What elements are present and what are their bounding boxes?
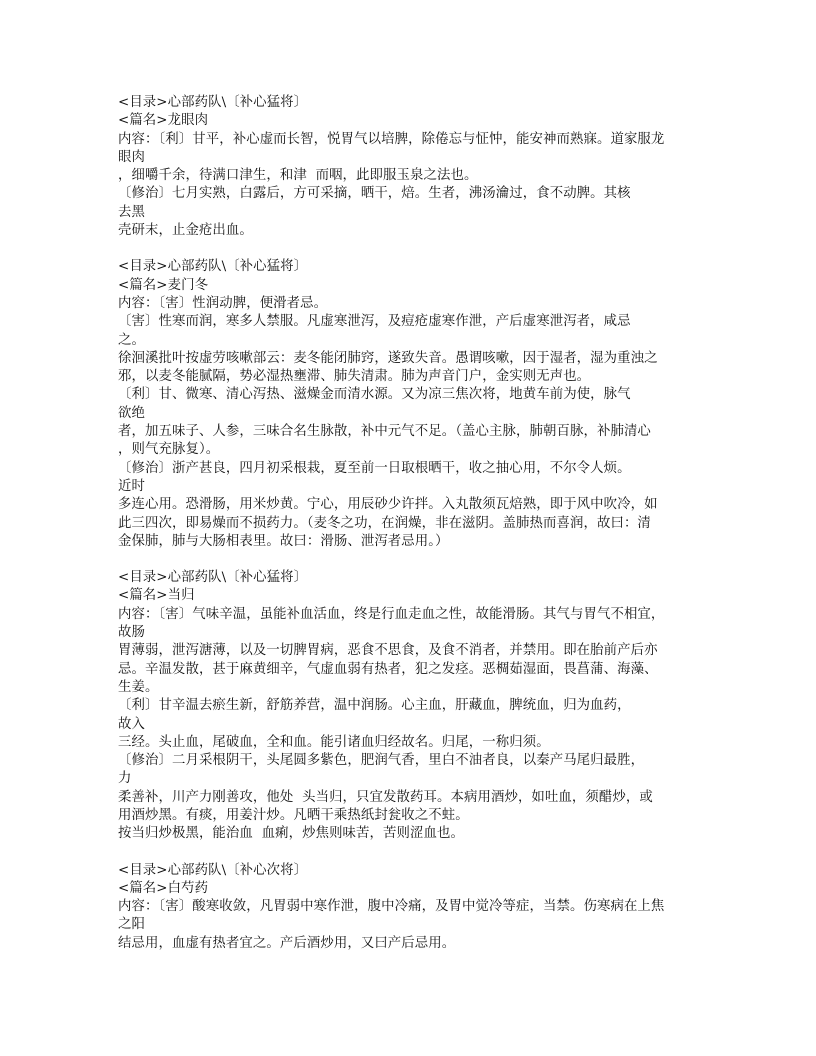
content-line: 生姜。 xyxy=(118,679,159,695)
content-line: 之。 xyxy=(118,332,145,348)
content-line: 欲绝 xyxy=(118,405,145,421)
content-line: 故入 xyxy=(118,716,145,732)
entry-title: <篇名>当归 xyxy=(118,588,195,604)
content-line: ，则气充脉复）。 xyxy=(118,442,220,458)
content-line: 金保肺，肺与大肠相表里。故曰：滑肠、泄泻者忌用。） xyxy=(118,533,449,549)
content-line: 内容：〔害〕酸寒收敛，凡胃弱中寒作泄，腹中冷痛，及胃中觉冷等症，当禁。伤寒病在上焦 xyxy=(118,899,665,915)
catalog-line: <目录>心部药队\〔补心猛将〕 xyxy=(118,259,308,275)
content-line: 胃薄弱，泄泻溏薄，以及一切脾胃病，恶食不思食，及食不消者，并禁用。即在胎前产后亦 xyxy=(118,643,658,659)
content-line: 力 xyxy=(118,771,132,787)
entry-danggui xyxy=(118,569,718,843)
content-line: 之阳 xyxy=(118,917,145,933)
content-line: 用酒炒黑。有痰，用姜汁炒。凡晒干乘热纸封瓮收之不蛀。 xyxy=(118,807,469,823)
content-line: 徐洄溪批叶按虚劳咳嗽部云：麦冬能闭肺窍，遂致失音。愚谓咳嗽，因于湿者，湿为重浊之 xyxy=(118,350,658,366)
entry-baishaoyao xyxy=(118,862,718,953)
catalog-line: <目录>心部药队\〔补心猛将〕 xyxy=(118,570,308,586)
content-line: 邪，以麦冬能腻隔，势必湿热壅滞、肺失清肃。肺为声音门户，金实则无声也。 xyxy=(118,369,591,385)
content-line: 柔善补，川产力刚善攻，他处 头当归，只宜发散药耳。本病用酒炒，如吐血，须醋炒，或 xyxy=(118,789,653,805)
content-line: 〔修治〕二月采根阴干，头尾圆多紫色，肥润气香，里白不油者良，以秦产马尾归最胜， xyxy=(118,753,645,769)
content-line: 〔修治〕七月实熟，白露后，方可采摘，晒干，焙。生者，沸汤瀹过，食不动脾。其核 xyxy=(118,186,631,202)
entry-maimendong xyxy=(118,258,718,551)
entry-title: <篇名>龙眼肉 xyxy=(118,113,209,129)
catalog-line: <目录>心部药队\〔补心猛将〕 xyxy=(118,95,308,110)
entry-longyanrou xyxy=(118,94,718,240)
content-line: 结忌用，血虚有热者宜之。产后酒炒用，又曰产后忌用。 xyxy=(118,935,456,951)
content-line: 多连心用。恐滑肠，用米炒黄。宁心，用辰砂少许拌。入丸散须瓦焙熟，即于风中吹冷，如 xyxy=(118,497,658,513)
entry-title: <篇名>麦门冬 xyxy=(118,277,209,293)
content-line: 〔修治〕浙产甚良，四月初采根栽，夏至前一日取根晒干，收之抽心用，不尔令人烦。 xyxy=(118,460,631,476)
content-line: 者，加五味子、人参，三味合名生脉散，补中元气不足。（盖心主脉，肺朝百脉，补肺清心 xyxy=(118,424,651,440)
content-line: 内容：〔利〕甘平，补心虚而长智，悦胃气以培脾，除倦忘与怔忡，能安神而熟寐。道家服龙 xyxy=(118,131,665,147)
catalog-line: <目录>心部药队\〔补心次将〕 xyxy=(118,862,308,878)
document-page xyxy=(118,94,718,971)
content-line: ，细嚼千余，待满口津生，和津 而咽，此即服玉泉之法也。 xyxy=(118,168,478,184)
content-line: 三经。头止血，尾破血，全和血。能引诸血归经故名。归尾，一称归须。 xyxy=(118,734,550,750)
content-line: 忌。辛温发散，甚于麻黄细辛，气虚血弱有热者，犯之发痉。恶椆茹湿面，畏菖蒲、海藻、 xyxy=(118,661,658,677)
content-line: 〔害〕性寒而润，寒多人禁服。凡虚寒泄泻，及痘疮虚寒作泄，产后虚寒泄泻者，咸忌 xyxy=(118,314,631,330)
content-line: 故肠 xyxy=(118,625,145,641)
content-line: 〔利〕甘、微寒、清心泻热、滋燥金而清水源。又为凉三焦次将，地黄车前为使，脉气 xyxy=(118,387,631,403)
content-line: 壳研末，止金疮出血。 xyxy=(118,223,253,239)
content-line: 此三四次，即易燥而不损药力。（麦冬之功，在润燥，非在滋阴。盖肺热而喜润，故曰：清 xyxy=(118,515,651,531)
content-line: 内容：〔害〕性润动脾，便滑者忌。 xyxy=(118,295,328,311)
content-line: 内容：〔害〕气味辛温，虽能补血活血，终是行血走血之性，故能滑肠。其气与胃气不相宜， xyxy=(118,606,665,622)
content-line: 眼肉 xyxy=(118,149,145,165)
content-line: 去黑 xyxy=(118,204,145,220)
content-line: 〔利〕甘辛温去瘀生新，舒筋养营，温中润肠。心主血，肝藏血，脾统血，归为血药， xyxy=(118,698,631,714)
content-line: 按当归炒极黑，能治血 血痢，炒焦则味苦，苦则涩血也。 xyxy=(118,826,464,842)
entry-title: <篇名>白芍药 xyxy=(118,880,209,896)
content-line: 近时 xyxy=(118,478,145,494)
